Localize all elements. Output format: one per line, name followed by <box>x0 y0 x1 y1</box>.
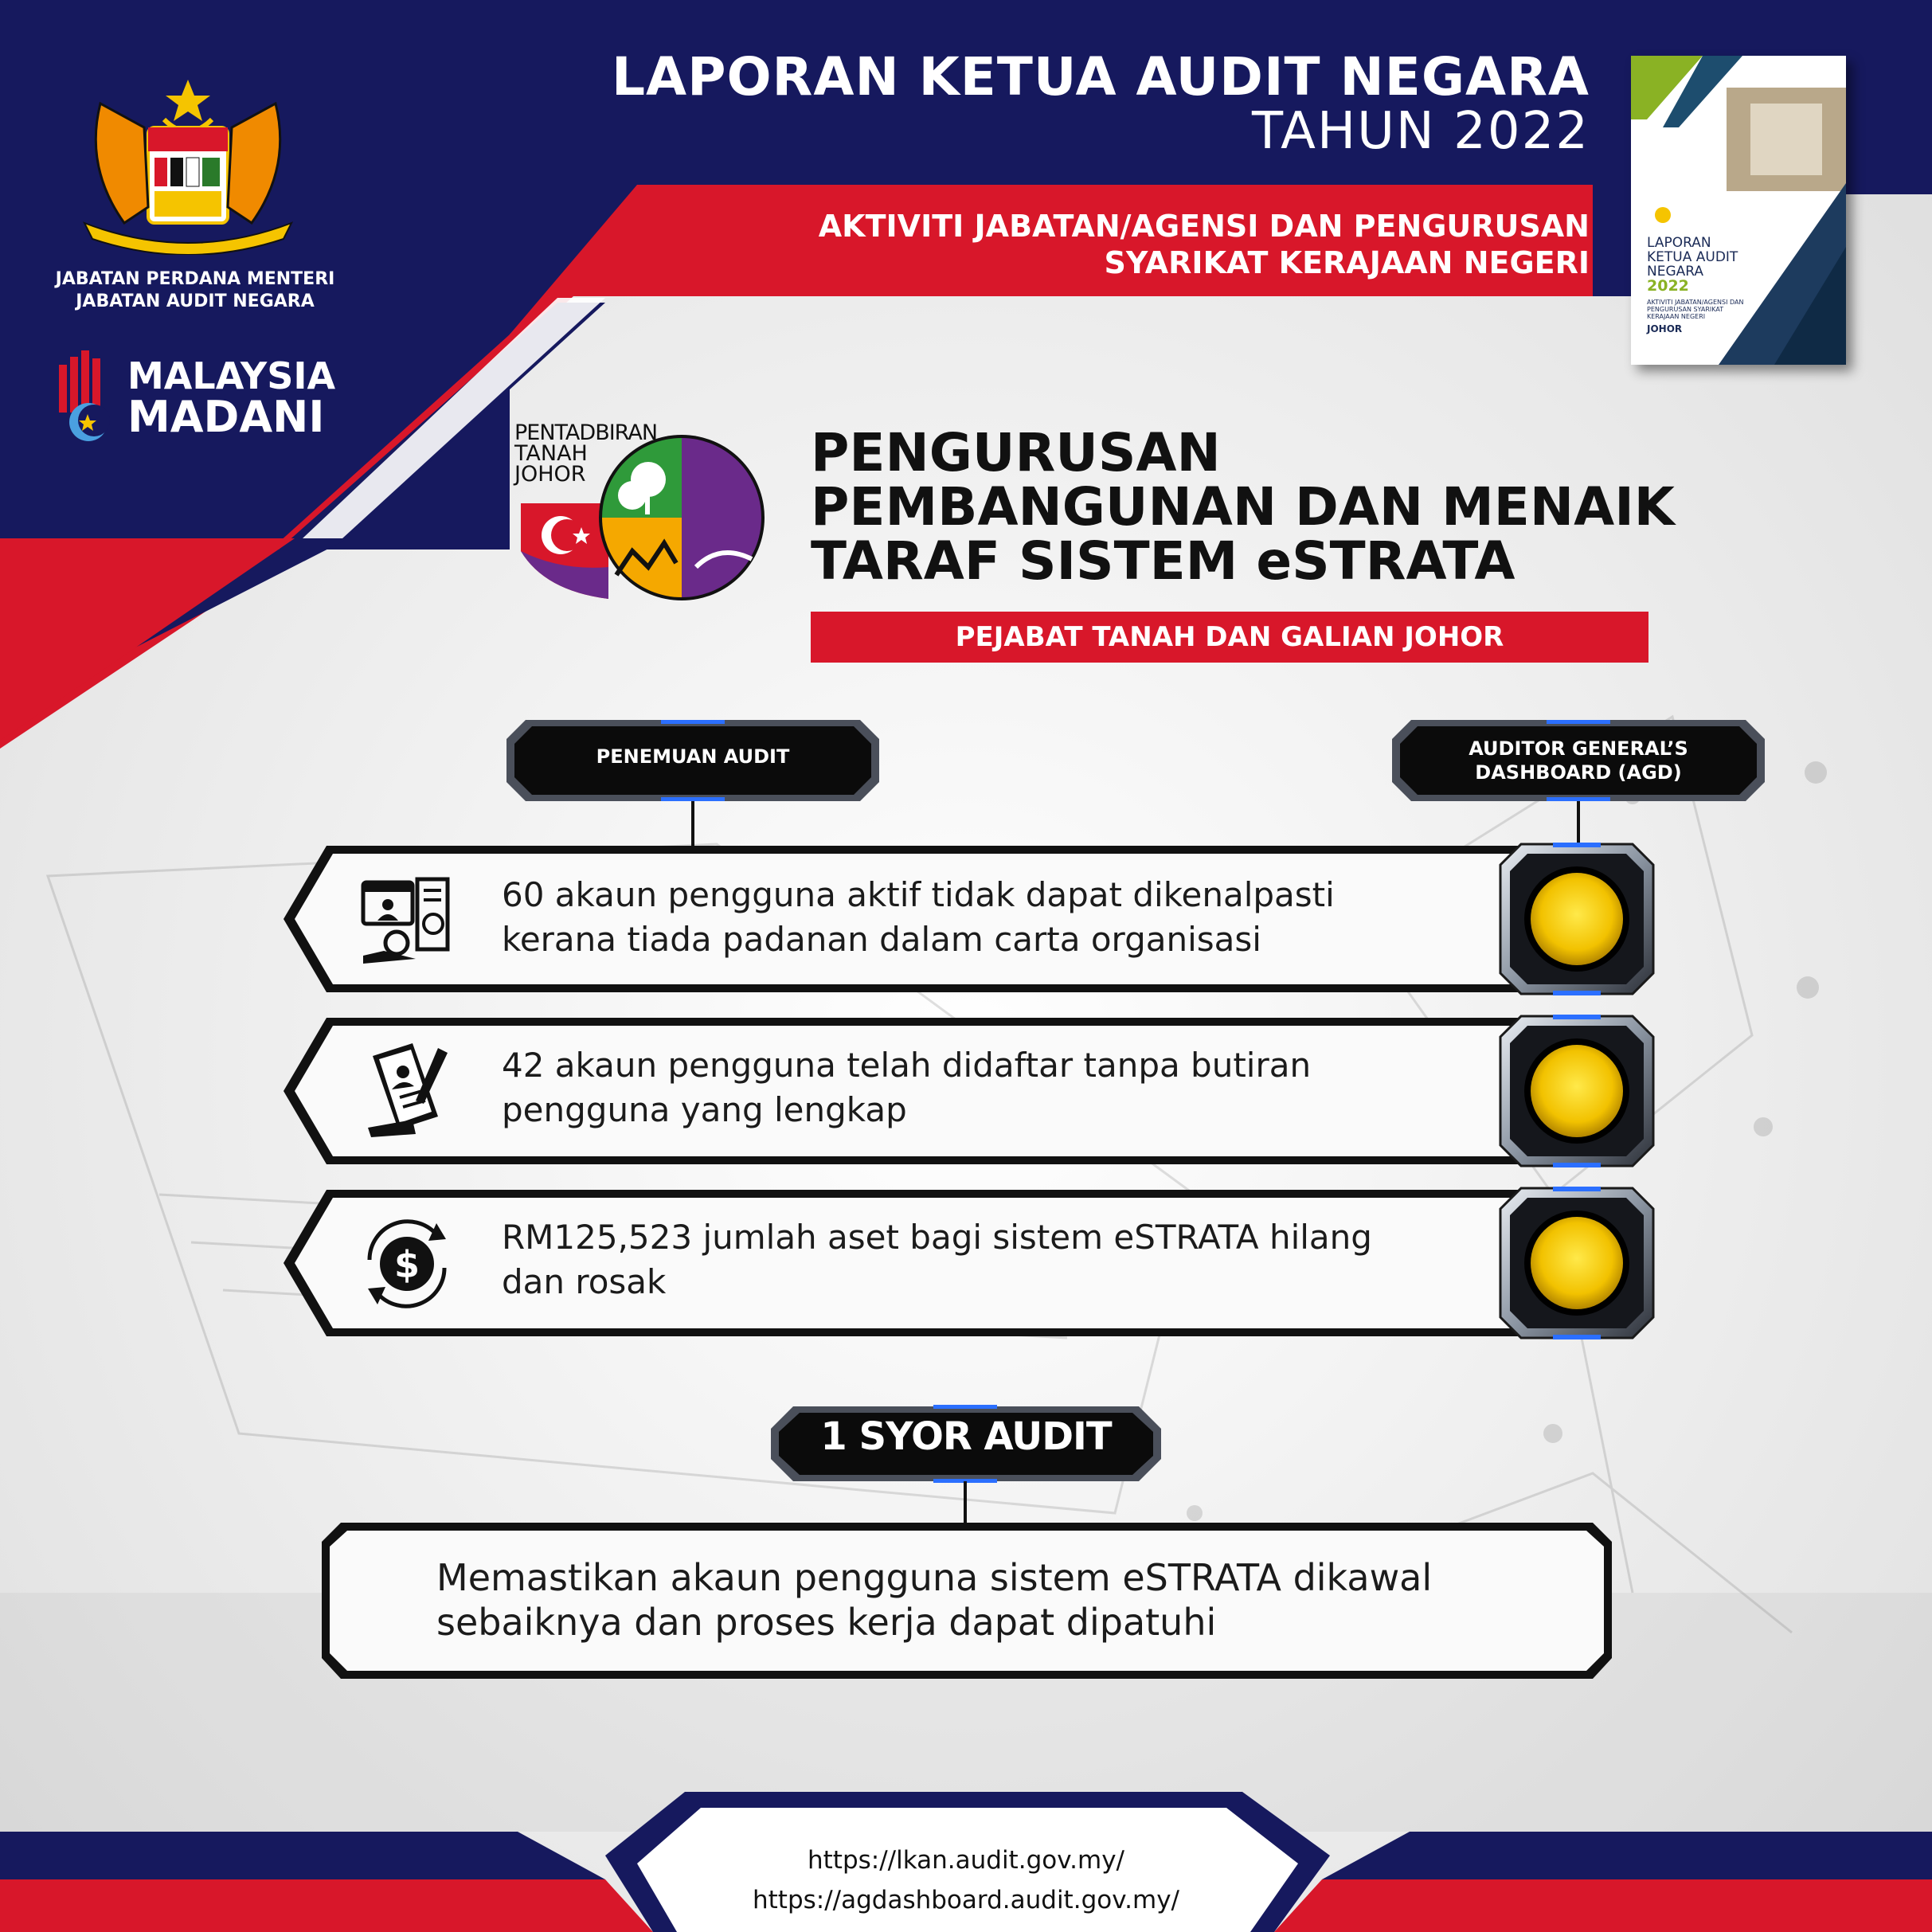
topic-title-line-2: PEMBANGUNAN DAN MENAIK <box>811 476 1675 538</box>
report-cover-line-3: NEGARA <box>1647 264 1704 280</box>
payroll-document-icon <box>360 876 456 967</box>
report-year: TAHUN 2022 <box>1252 102 1590 161</box>
topic-title-line-3: TARAF SISTEM eSTRATA <box>811 530 1515 592</box>
findings-badge-label: PENEMUAN AUDIT <box>596 745 790 768</box>
report-cover-year: 2022 <box>1647 277 1689 295</box>
finding-1-line-1: 60 akaun pengguna aktif tidak dapat dikenalpasti <box>502 875 1335 914</box>
report-title: LAPORAN KETUA AUDIT NEGARA <box>611 46 1590 108</box>
finding-panel-3 <box>284 1190 1529 1336</box>
report-subtitle-line-2: SYARIKAT KERAJAAN NEGERI <box>1104 245 1590 280</box>
recommendation-line-1: Memastikan akaun pengguna sistem eSTRATA dikawal <box>436 1556 1433 1599</box>
user-form-pen-icon <box>365 1040 452 1139</box>
finding-3-status-lamp <box>1497 1185 1656 1341</box>
dashboard-badge-label-line-2: DASHBOARD (AGD) <box>1475 761 1682 784</box>
finding-3-line-2: dan rosak <box>502 1262 667 1301</box>
report-cover-state: JOHOR <box>1647 323 1683 334</box>
madani-text-line-1: MALAYSIA <box>127 354 336 397</box>
department-line-1: JABATAN PERDANA MENTERI <box>55 269 335 289</box>
madani-text-line-2: MADANI <box>127 392 325 442</box>
finding-2-line-2: pengguna yang lengkap <box>502 1090 907 1129</box>
department-line-2: JABATAN AUDIT NEGARA <box>76 291 315 311</box>
recommendation-badge-label: 1 SYOR AUDIT <box>820 1414 1112 1459</box>
finding-2-status-lamp <box>1497 1013 1656 1169</box>
agency-logo-line-3: JOHOR <box>514 462 586 487</box>
dashboard-badge-label-line-1: AUDITOR GENERAL’S <box>1469 737 1688 760</box>
footer-link-agdashboard[interactable]: https://agdashboard.audit.gov.my/ <box>752 1886 1179 1914</box>
topic-title-line-1: PENGURUSAN <box>811 422 1221 483</box>
finding-2-line-1: 42 akaun pengguna telah didaftar tanpa butiran <box>502 1046 1312 1085</box>
dashboard-badge-frame <box>1392 720 1765 801</box>
agency-logo-line-2: TANAH <box>514 441 588 466</box>
report-cover-line-1: LAPORAN <box>1647 235 1711 251</box>
report-cover-subtitle: AKTIVITI JABATAN/AGENSI DAN PENGURUSAN SYARIKAT KERAJAAN NEGERI <box>1647 299 1744 320</box>
dollar-cycle-icon <box>354 1212 460 1316</box>
finding-1-status-lamp <box>1497 841 1656 997</box>
report-cover-line-2: KETUA AUDIT <box>1647 249 1738 265</box>
svg-text:$: $ <box>393 1243 420 1286</box>
agency-name-bar: PEJABAT TANAH DAN GALIAN JOHOR <box>811 612 1648 663</box>
finding-3-line-1: RM125,523 jumlah aset bagi sistem eSTRATA hilang <box>502 1218 1372 1257</box>
recommendation-line-2: sebaiknya dan proses kerja dapat dipatuhi <box>436 1601 1217 1644</box>
report-subtitle-line-1: AKTIVITI JABATAN/AGENSI DAN PENGURUSAN <box>818 209 1590 244</box>
finding-1-line-2: kerana tiada padanan dalam carta organisasi <box>502 920 1261 959</box>
agency-logo-line-1: PENTADBIRAN <box>514 420 658 445</box>
footer-link-lkan[interactable]: https://lkan.audit.gov.my/ <box>807 1846 1124 1875</box>
